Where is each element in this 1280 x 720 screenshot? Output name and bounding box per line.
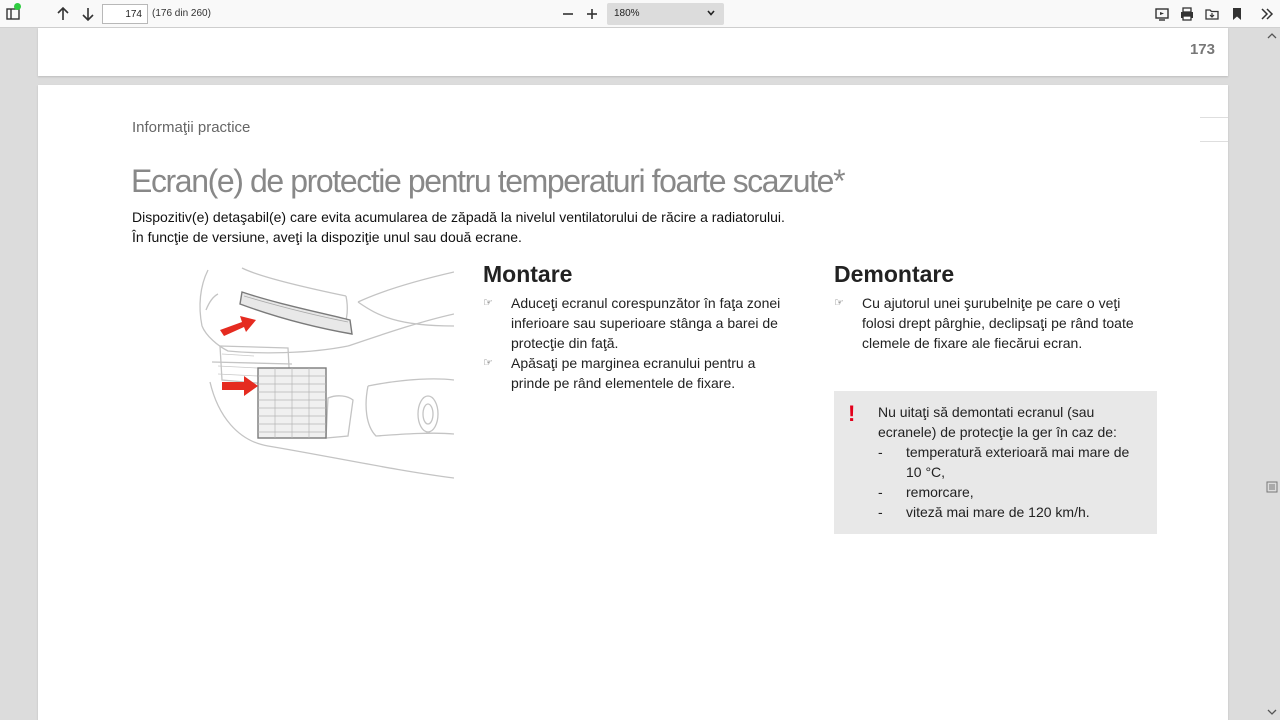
bookmark-button[interactable] — [1226, 3, 1248, 25]
plus-icon — [584, 6, 600, 22]
folder-icon — [1204, 6, 1220, 22]
warning-list — [878, 442, 1148, 522]
intro-line: Dispozitiv(e) detaşabil(e) care evita acumularea de zăpadă la nivelul ventilatorului de răcire a radiatorului. — [132, 209, 785, 225]
demontare-list — [834, 293, 1154, 353]
print-button[interactable] — [1176, 3, 1198, 25]
bookmark-icon — [1229, 6, 1245, 22]
demontare-heading: Demontare — [834, 261, 955, 287]
previous-page-button[interactable] — [52, 3, 74, 25]
zoom-value: 180% — [614, 8, 640, 19]
list-item: ☞ Aduceţi ecranul corespunzător în faţa zonei inferioare sau superioare stânga a barei de protecţie din faţă. — [483, 295, 781, 351]
presentation-mode-button[interactable] — [1151, 3, 1173, 25]
warning-box — [834, 391, 1157, 534]
next-page-button[interactable] — [77, 3, 99, 25]
notification-dot — [14, 3, 21, 10]
dash: - — [878, 504, 883, 520]
zoom-out-button[interactable] — [557, 3, 579, 25]
scroll-up-icon[interactable] — [1267, 32, 1277, 40]
page-edge-mark — [1200, 141, 1228, 142]
arrow-up-icon — [55, 6, 71, 22]
double-chevron-right-icon — [1259, 6, 1275, 22]
list-item: ☞ Cu ajutorul unei şurubelniţe pe care o veţi folosi drept pârghie, declipsaţi pe rând toate clemele de fixare ale fiecărui ecran. — [834, 295, 1134, 351]
page-count: (176 din 260) — [152, 8, 211, 19]
warning-text: Nu uitaţi să demontati ecranul (sau ecranele) de protecţie la ger în caz de: — [878, 404, 1117, 440]
page-edge-mark — [1200, 117, 1228, 118]
pointing-hand-icon: ☞ — [483, 297, 493, 309]
zoom-select[interactable] — [607, 3, 724, 25]
minus-icon — [560, 6, 576, 22]
dash: - — [878, 444, 883, 460]
arrow-down-icon — [80, 6, 96, 22]
intro-text — [132, 207, 785, 247]
vertical-scrollbar[interactable] — [1264, 28, 1280, 720]
arrow-upper — [220, 316, 256, 336]
montare-list — [483, 293, 793, 393]
arrow-lower — [222, 376, 258, 396]
presentation-icon — [1154, 6, 1170, 22]
list-item: - remorcare, — [878, 484, 974, 500]
list-item: ☞ Apăsaţi pe marginea ecranului pentru a prinde pe rând elementele de fixare. — [483, 355, 756, 391]
page-title: Ecran(e) de protectie pentru temperaturi foarte scazute* — [131, 163, 845, 199]
side-panel-icon[interactable] — [1266, 481, 1278, 493]
printer-icon — [1179, 6, 1195, 22]
intro-line: În funcţie de versiune, aveţi la dispoziţie unul sau două ecrane. — [132, 229, 522, 245]
list-item: - viteză mai mare de 120 km/h. — [878, 504, 1090, 520]
pointing-hand-icon: ☞ — [834, 297, 844, 309]
page-number: 173 — [1189, 41, 1215, 58]
warning-content — [878, 402, 1148, 522]
pointing-hand-icon: ☞ — [483, 357, 493, 369]
front-bumper-illustration — [198, 266, 454, 484]
more-tools-button[interactable] — [1256, 3, 1278, 25]
zoom-in-button[interactable] — [581, 3, 603, 25]
pdf-toolbar — [0, 0, 1280, 28]
montare-heading: Montare — [483, 261, 573, 287]
chevron-down-icon — [706, 8, 716, 18]
scroll-down-icon[interactable] — [1267, 708, 1277, 716]
list-item: - temperatură exterioară mai mare de 10 °C, — [878, 444, 1130, 480]
dash: - — [878, 484, 883, 500]
warning-icon: ! — [848, 401, 856, 426]
save-button[interactable] — [1201, 3, 1223, 25]
previous-page — [38, 28, 1228, 76]
page-number-input[interactable] — [102, 4, 148, 24]
current-page — [38, 85, 1228, 720]
section-label: Informaţii practice — [132, 119, 251, 136]
